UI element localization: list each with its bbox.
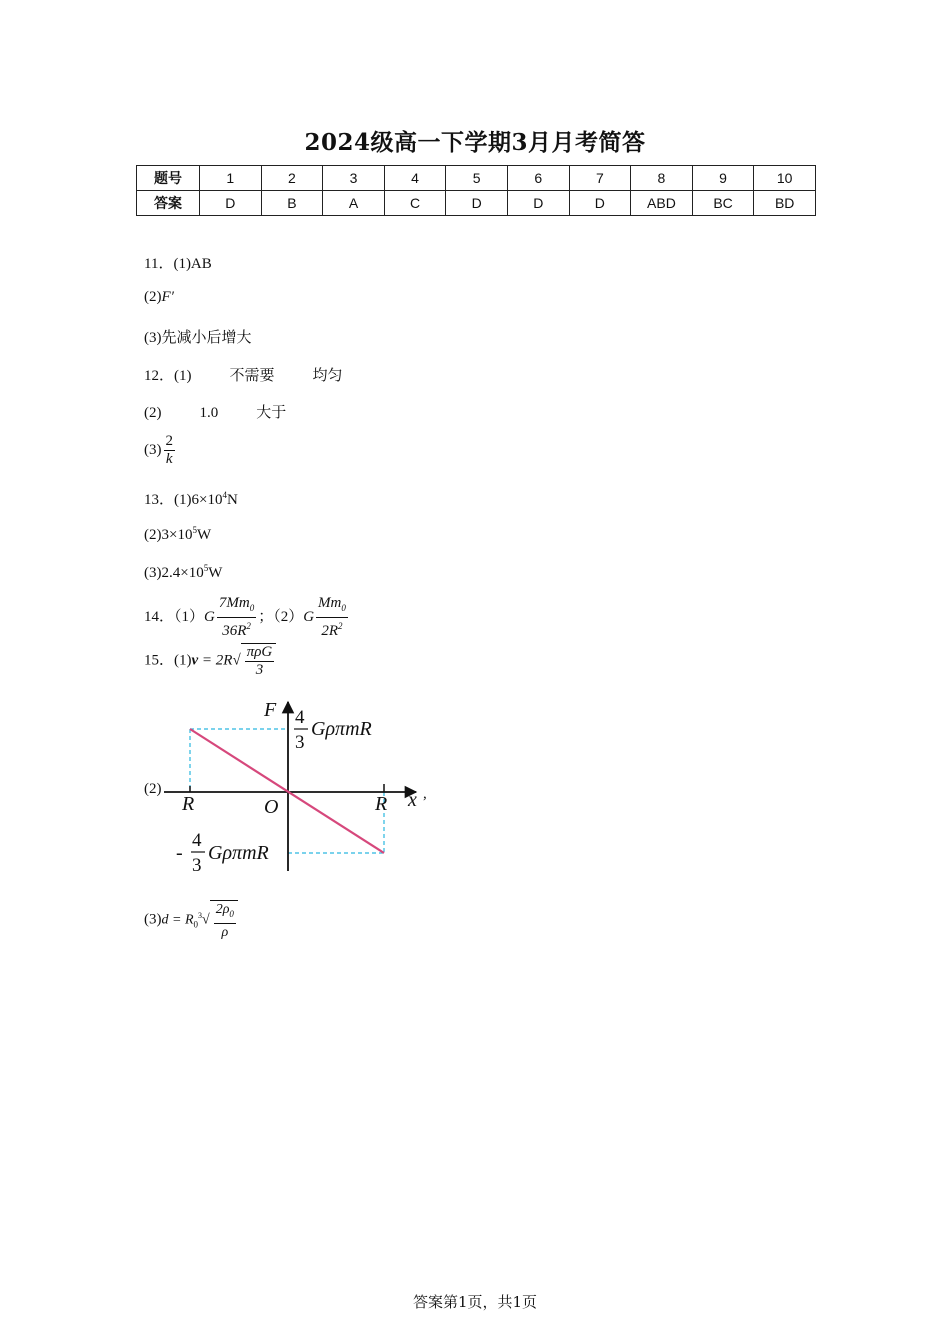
answer-value: 均匀 (312, 368, 343, 384)
bottom-frac-num: 4 (192, 830, 202, 851)
y-axis-label: F (264, 699, 277, 721)
row-header: 题号 (137, 166, 200, 191)
fraction: $\frac{2}{k}$ (165, 433, 173, 467)
table-cell: ABD (631, 191, 693, 216)
table-row (137, 191, 816, 216)
left-r-label: R (182, 793, 195, 815)
answer-value: 大于 (256, 405, 287, 421)
table-cell: 1 (200, 166, 262, 191)
table-cell: 2 (261, 166, 323, 191)
top-frac-den: 3 (295, 732, 305, 753)
page-title: 2024级高一下学期3月月考简答 (304, 129, 646, 156)
q11-part3: (3)先减小后增大 (144, 330, 252, 346)
part-label: (3) (144, 441, 162, 458)
q13-part2: $(2)3\times 10^5W$ (144, 525, 212, 543)
table-cell: 7 (569, 166, 631, 191)
part-label: (2) (144, 405, 162, 421)
right-r-label: R (375, 793, 388, 815)
trailing-comma: , (423, 786, 427, 802)
table-cell: B (261, 191, 323, 216)
cube-root-expression: √ $\frac{2\rho_0}{\rho}$ (202, 900, 238, 941)
table-cell: D (569, 191, 631, 216)
table-cell: D (446, 191, 508, 216)
q15-part1: 15．(1)v = 2R√ $\frac{\text{πρG}}{3}$ (144, 643, 276, 679)
answer-value: F′ (161, 289, 174, 305)
table-cell: D (507, 191, 569, 216)
top-value-expr: GρπmR (311, 718, 372, 740)
sqrt-expression: √ $\frac{\text{πρG}}{3}$ (232, 643, 276, 679)
table-cell: BC (692, 191, 754, 216)
q12-part2 (144, 401, 286, 422)
table-cell: A (323, 191, 385, 216)
table-cell: 5 (446, 166, 508, 191)
part-label: 12．(1) (144, 368, 192, 384)
q15-part2-label: (2) (144, 781, 162, 797)
answer-table (136, 165, 816, 216)
fraction: $\frac{7Mm_0}{36R^2}$ (218, 595, 255, 639)
table-cell: C (384, 191, 446, 216)
q13-part3: $(3)2.4\times 10^5W$ (144, 563, 223, 581)
bottom-value-expr: GρπmR (208, 842, 269, 864)
answer-value: 不需要 (229, 368, 275, 384)
q12-part3 (144, 433, 177, 468)
force-displacement-graph (160, 696, 435, 886)
q12-part1 (144, 364, 343, 385)
force-line (190, 729, 384, 853)
q13-part1: 13．$(1)6\times 10^4N$ (144, 490, 238, 508)
table-cell: 9 (692, 166, 754, 191)
x-axis-label: x (408, 789, 417, 811)
table-cell: 6 (507, 166, 569, 191)
page-footer: 答案第1页，共1页 (412, 1293, 538, 1311)
top-frac-num: 4 (295, 707, 305, 728)
q11-part2 (144, 289, 174, 306)
answer-value: 1.0 (199, 405, 219, 421)
q14-answer: 14．（1）G $\frac{7Mm_0}{36R^2}$ ；（2）G $\frac{Mm_0}{2R^2}$ (144, 595, 346, 639)
table-cell: D (200, 191, 262, 216)
table-cell: 8 (631, 166, 693, 191)
table-cell: 10 (754, 166, 816, 191)
part-label: (2) (144, 289, 162, 305)
bottom-frac-den: 3 (192, 855, 202, 876)
table-cell: 4 (384, 166, 446, 191)
table-cell: BD (754, 191, 816, 216)
row-header: 答案 (137, 191, 200, 216)
table-row (137, 166, 816, 191)
bottom-sign: - (176, 842, 183, 864)
q11-part1: 11．(1)AB (144, 256, 212, 272)
fraction: $\frac{Mm_0}{2R^2}$ (318, 595, 346, 639)
origin-label: O (264, 796, 279, 818)
q15-part3: $(3)d = R_0^3√$ $\frac{2\rho_0}{\rho}$ (144, 900, 238, 941)
table-cell: 3 (323, 166, 385, 191)
